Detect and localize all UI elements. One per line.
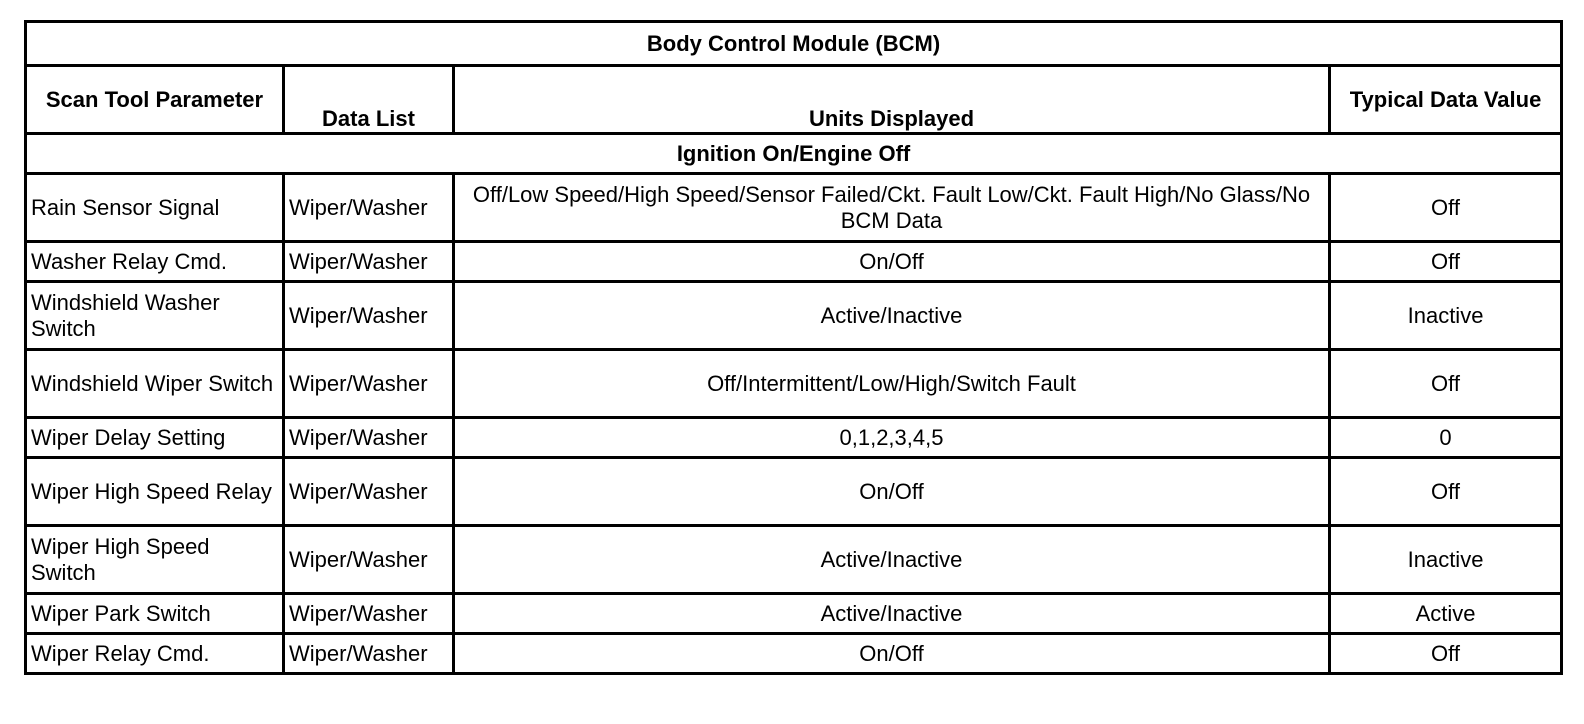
cell-typical-value: Active xyxy=(1330,594,1562,634)
cell-data-list: Wiper/Washer xyxy=(284,350,454,418)
cell-parameter: Wiper Relay Cmd. xyxy=(26,634,284,674)
table-row xyxy=(26,282,1562,350)
header-units-displayed: Units Displayed xyxy=(454,66,1330,134)
cell-parameter: Windshield Wiper Switch xyxy=(26,350,284,418)
cell-typical-value: 0 xyxy=(1330,418,1562,458)
cell-units-displayed: On/Off xyxy=(454,634,1330,674)
table-row xyxy=(26,526,1562,594)
table-row xyxy=(26,594,1562,634)
cell-units-displayed: Active/Inactive xyxy=(454,526,1330,594)
header-row xyxy=(26,66,1562,134)
section-row xyxy=(26,134,1562,174)
cell-parameter: Wiper High Speed Relay xyxy=(26,458,284,526)
cell-data-list: Wiper/Washer xyxy=(284,526,454,594)
table-row xyxy=(26,350,1562,418)
cell-typical-value: Off xyxy=(1330,350,1562,418)
cell-parameter: Wiper High Speed Switch xyxy=(26,526,284,594)
cell-data-list: Wiper/Washer xyxy=(284,418,454,458)
cell-units-displayed: Off/Low Speed/High Speed/Sensor Failed/Ckt. Fault Low/Ckt. Fault High/No Glass/No BCM Data xyxy=(454,174,1330,242)
cell-data-list: Wiper/Washer xyxy=(284,458,454,526)
cell-data-list: Wiper/Washer xyxy=(284,594,454,634)
cell-typical-value: Inactive xyxy=(1330,526,1562,594)
cell-units-displayed: Off/Intermittent/Low/High/Switch Fault xyxy=(454,350,1330,418)
table-row xyxy=(26,174,1562,242)
cell-units-displayed: Active/Inactive xyxy=(454,282,1330,350)
cell-units-displayed: On/Off xyxy=(454,458,1330,526)
section-heading: Ignition On/Engine Off xyxy=(26,134,1562,174)
cell-units-displayed: 0,1,2,3,4,5 xyxy=(454,418,1330,458)
cell-parameter: Washer Relay Cmd. xyxy=(26,242,284,282)
table-row xyxy=(26,634,1562,674)
cell-data-list: Wiper/Washer xyxy=(284,174,454,242)
cell-parameter: Windshield Washer Switch xyxy=(26,282,284,350)
cell-typical-value: Off xyxy=(1330,174,1562,242)
cell-parameter: Rain Sensor Signal xyxy=(26,174,284,242)
cell-typical-value: Off xyxy=(1330,242,1562,282)
cell-typical-value: Inactive xyxy=(1330,282,1562,350)
cell-typical-value: Off xyxy=(1330,458,1562,526)
header-typical-data-value: Typical Data Value xyxy=(1330,66,1562,134)
cell-typical-value: Off xyxy=(1330,634,1562,674)
cell-data-list: Wiper/Washer xyxy=(284,282,454,350)
table-body xyxy=(26,174,1562,674)
title-row xyxy=(26,22,1562,66)
cell-data-list: Wiper/Washer xyxy=(284,242,454,282)
cell-data-list: Wiper/Washer xyxy=(284,634,454,674)
cell-units-displayed: On/Off xyxy=(454,242,1330,282)
header-data-list: Data List xyxy=(284,66,454,134)
header-scan-tool-parameter: Scan Tool Parameter xyxy=(26,66,284,134)
cell-parameter: Wiper Park Switch xyxy=(26,594,284,634)
table-row xyxy=(26,242,1562,282)
table-title: Body Control Module (BCM) xyxy=(26,22,1562,66)
bcm-data-table xyxy=(24,20,1563,675)
cell-units-displayed: Active/Inactive xyxy=(454,594,1330,634)
table-row xyxy=(26,458,1562,526)
table-row xyxy=(26,418,1562,458)
cell-parameter: Wiper Delay Setting xyxy=(26,418,284,458)
